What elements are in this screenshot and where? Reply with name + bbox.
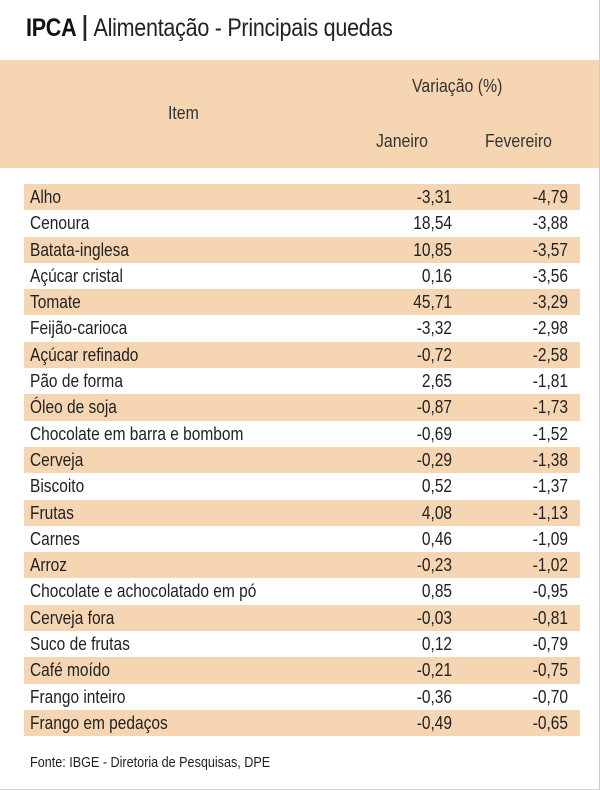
- cell-jan: 10,85: [413, 239, 452, 260]
- cell-jan: 45,71: [413, 292, 452, 313]
- cell-fev: -2,98: [532, 318, 568, 339]
- cell-jan: 0,85: [421, 581, 452, 602]
- cell-fev: -3,29: [532, 292, 568, 313]
- cell-item: Arroz: [30, 555, 67, 576]
- cell-fev: -3,56: [532, 265, 568, 286]
- cell-jan: -0,72: [416, 344, 452, 365]
- cell-fev: -4,79: [532, 187, 568, 207]
- cell-fev: -0,81: [532, 607, 568, 628]
- cell-jan: 0,12: [421, 634, 452, 655]
- cell-item: Óleo de soja: [30, 397, 117, 418]
- cell-jan: -0,87: [416, 397, 452, 418]
- header-jan: Janeiro: [376, 131, 428, 151]
- cell-jan: -0,21: [416, 660, 452, 681]
- cell-jan: 0,52: [421, 476, 452, 497]
- cell-item: Café moído: [30, 660, 111, 681]
- cell-item: Chocolate em barra e bombom: [30, 423, 244, 444]
- cell-jan: -3,32: [416, 318, 452, 339]
- chart-title: [26, 8, 393, 48]
- header-variation: Variação (%): [412, 76, 503, 96]
- cell-item: Tomate: [30, 292, 81, 313]
- cell-fev: -0,75: [532, 660, 568, 681]
- cell-jan: -0,29: [416, 449, 452, 470]
- cell-item: Açúcar cristal: [30, 265, 123, 286]
- cell-fev: -2,58: [532, 344, 568, 365]
- cell-fev: -1,09: [532, 528, 568, 549]
- table-row: [24, 473, 580, 499]
- table-row: [24, 710, 580, 736]
- cell-item: Frango em pedaços: [30, 712, 168, 733]
- table-row: [24, 263, 580, 289]
- table-row: [24, 394, 580, 420]
- cell-item: Batata-inglesa: [30, 239, 129, 260]
- table-row: [24, 421, 580, 447]
- cell-item: Pão de forma: [30, 371, 123, 392]
- cell-fev: -3,88: [532, 213, 568, 234]
- cell-fev: -0,79: [532, 634, 568, 655]
- cell-fev: -0,70: [532, 686, 568, 707]
- cell-item: Açúcar refinado: [30, 344, 139, 365]
- cell-item: Cenoura: [30, 213, 90, 234]
- cell-item: Chocolate e achocolatado em pó: [30, 581, 257, 602]
- table-header: [0, 60, 600, 168]
- cell-fev: -1,73: [532, 397, 568, 418]
- table-row: [24, 657, 580, 683]
- cell-jan: 0,46: [421, 528, 452, 549]
- cell-jan: 4,08: [421, 502, 452, 523]
- cell-fev: -1,37: [532, 476, 568, 497]
- cell-jan: -0,36: [416, 686, 452, 707]
- table-row: [24, 315, 580, 341]
- cell-jan: -0,49: [416, 712, 452, 733]
- cell-jan: -3,31: [416, 187, 452, 207]
- source-note: Fonte: IBGE - Diretoria de Pesquisas, DPE: [30, 754, 271, 771]
- table-row: [24, 342, 580, 368]
- table-row: [24, 500, 580, 526]
- table-row: [24, 237, 580, 263]
- cell-jan: 0,16: [421, 265, 452, 286]
- table-row: [24, 184, 580, 210]
- table-row: [24, 526, 580, 552]
- cell-fev: -1,38: [532, 449, 568, 470]
- cell-fev: -1,52: [532, 423, 568, 444]
- cell-item: Cerveja: [30, 449, 84, 470]
- cell-fev: -1,13: [532, 502, 568, 523]
- cell-jan: -0,23: [416, 555, 452, 576]
- table-row: [24, 578, 580, 604]
- table-row: [24, 631, 580, 657]
- header-fev: Fevereiro: [485, 131, 552, 151]
- title-divider: [83, 15, 86, 41]
- cell-jan: -0,69: [416, 423, 452, 444]
- table-row: [24, 552, 580, 578]
- title-prefix: IPCA: [26, 13, 77, 42]
- table-row: [24, 289, 580, 315]
- table-row: [24, 684, 580, 710]
- cell-item: Alho: [30, 187, 61, 207]
- cell-fev: -0,65: [532, 712, 568, 733]
- table-row: [24, 605, 580, 631]
- table-row: [24, 368, 580, 394]
- cell-fev: -0,95: [532, 581, 568, 602]
- cell-item: Feijão-carioca: [30, 318, 128, 339]
- cell-item: Suco de frutas: [30, 634, 130, 655]
- table-body: [24, 184, 580, 736]
- cell-jan: 2,65: [421, 371, 452, 392]
- cell-item: Cerveja fora: [30, 607, 115, 628]
- cell-fev: -1,02: [532, 555, 568, 576]
- table-row: [24, 210, 580, 236]
- cell-jan: -0,03: [416, 607, 452, 628]
- cell-fev: -1,81: [532, 371, 568, 392]
- cell-jan: 18,54: [413, 213, 452, 234]
- header-item: Item: [168, 103, 199, 123]
- cell-fev: -3,57: [532, 239, 568, 260]
- title-text: Alimentação - Principais quedas: [93, 13, 393, 42]
- cell-item: Carnes: [30, 528, 80, 549]
- table-row: [24, 447, 580, 473]
- cell-item: Biscoito: [30, 476, 85, 497]
- cell-item: Frutas: [30, 502, 74, 523]
- cell-item: Frango inteiro: [30, 686, 126, 707]
